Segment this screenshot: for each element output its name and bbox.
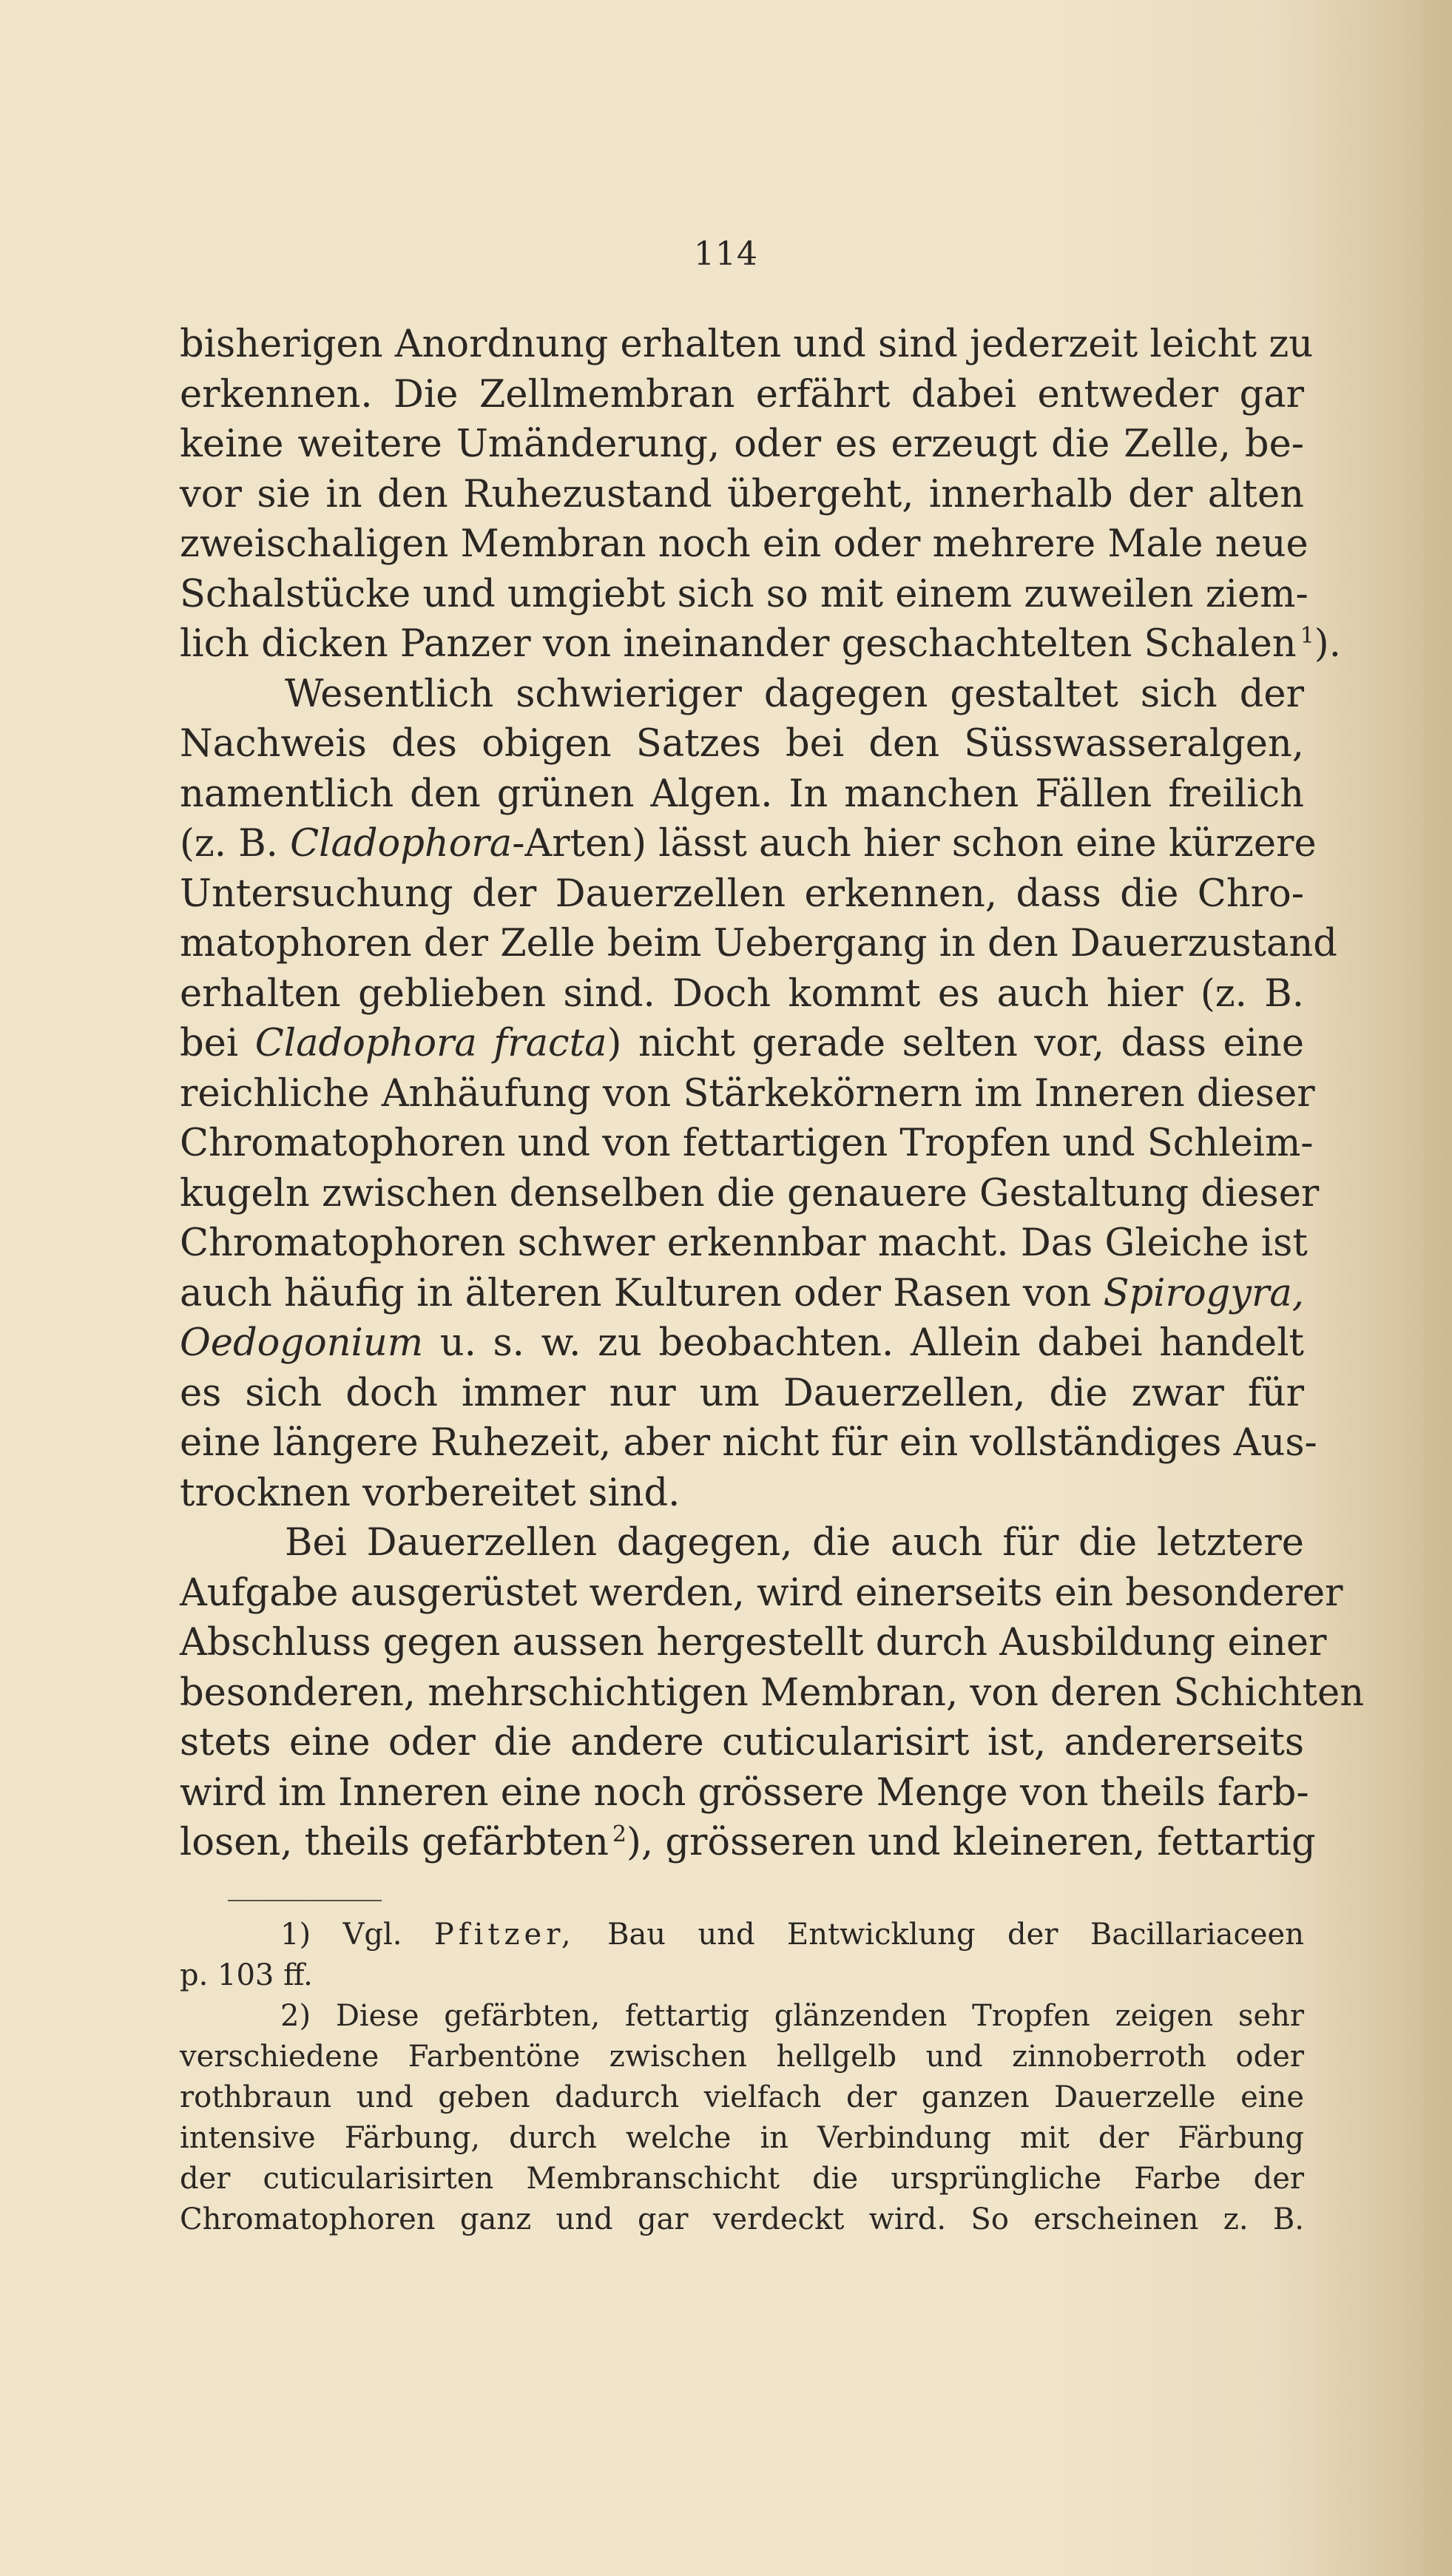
- body-text: [180, 320, 1365, 1868]
- text-fragment: -Arten) lässt auch hier schon eine kürzere: [512, 822, 1317, 866]
- footnote-1: [180, 1915, 1304, 1955]
- footnote-line: p. 103 ff.: [180, 1958, 313, 1992]
- footnote-line: verschiedene Farbentöne zwischen hellgelb und zinnoberroth oder: [180, 2040, 1304, 2074]
- text-line: Nachweis des obigen Satzes bei den Süsswasseralgen,: [180, 722, 1304, 766]
- text-line: [180, 1019, 1304, 1069]
- text-fragment: ), grösseren und kleineren, fettartig: [627, 1821, 1316, 1864]
- text-line: reichliche Anhäufung von Stärkekörnern im Inneren dieser: [180, 1071, 1315, 1116]
- text-line: Chromatophoren schwer erkennbar macht. Das Gleiche ist: [180, 1221, 1308, 1265]
- text-fragment: ) nicht gerade selten vor, dass eine: [607, 1022, 1304, 1065]
- footnote-ref-2: 2: [612, 1821, 627, 1847]
- italic-term: Oedogonium: [180, 1321, 424, 1365]
- text-line: bisherigen Anordnung erhalten und sind jederzeit leicht zu: [180, 323, 1314, 366]
- text-line: [180, 1318, 1304, 1369]
- text-line: Bei Dauerzellen dagegen, die auch für die letztere: [285, 1521, 1304, 1565]
- text-line: matophoren der Zelle beim Uebergang in den Dauerzustand: [180, 922, 1337, 965]
- text-line: [180, 1818, 1316, 1868]
- italic-term: Cladophora: [290, 822, 513, 866]
- text-fragment: u. s. w. zu beobachten. Allein dabei handelt: [439, 1321, 1304, 1365]
- text-line: Untersuchung der Dauerzellen erkennen, dass die Chro-: [180, 871, 1304, 916]
- footnote-line: der cuticularisirten Membranschicht die ursprüngliche Farbe der: [180, 2162, 1304, 2196]
- text-line: trocknen vorbereitet sind.: [180, 1471, 681, 1515]
- text-line: erhalten geblieben sind. Doch kommt es auch hier (z. B.: [180, 971, 1304, 1016]
- footnote-line: intensive Färbung, durch welche in Verbindung mit der Färbung: [180, 2121, 1304, 2155]
- footnote-text: Bau und Entwicklung der Bacillariaceen: [607, 1918, 1304, 1952]
- text-line: namentlich den grünen Algen. In manchen Fällen freilich: [180, 772, 1304, 816]
- text-line: Abschluss gegen aussen hergestellt durch Ausbildung einer: [180, 1621, 1327, 1665]
- text-line: Aufgabe ausgerüstet werden, wird einerseits ein besonderer: [180, 1571, 1343, 1615]
- text-line: vor sie in den Ruhezustand übergeht, innerhalb der alten: [180, 472, 1304, 516]
- text-line: eine längere Ruhezeit, aber nicht für ein vollständiges Aus-: [180, 1421, 1317, 1465]
- text-line: besonderen, mehrschichtigen Membran, von deren Schichten: [180, 1670, 1365, 1715]
- italic-term: Spirogyra,: [1103, 1271, 1304, 1315]
- footnote-line: Chromatophoren ganz und gar verdeckt wird. So erscheinen z. B.: [180, 2202, 1304, 2236]
- footnotes: [180, 1915, 1304, 2240]
- text-line: wird im Inneren eine noch grössere Menge von theils farb-: [180, 1770, 1309, 1815]
- text-fragment: lich dicken Panzer von ineinander geschachtelten Schalen: [180, 622, 1297, 666]
- text-fragment: losen, theils gefärbten: [180, 1821, 609, 1864]
- footnote-2: 2) Diese gefärbten, fettartig glänzenden Tropfen zeigen sehr: [280, 1999, 1304, 2033]
- text-line: es sich doch immer nur um Dauerzellen, die zwar für: [180, 1371, 1304, 1415]
- footnote-line: rothbraun und geben dadurch vielfach der ganzen Dauerzelle eine: [180, 2080, 1304, 2114]
- text-line: Wesentlich schwieriger dagegen gestaltet sich der: [285, 672, 1304, 716]
- text-fragment: auch häufig in älteren Kulturen oder Rasen von: [180, 1271, 1092, 1315]
- footnote-author: Pfitzer,: [433, 1918, 575, 1952]
- footnote-ref-1: 1: [1300, 623, 1314, 649]
- text-line: erkennen. Die Zellmembran erfährt dabei entweder gar: [180, 372, 1304, 417]
- text-line: stets eine oder die andere cuticularisirt ist, andererseits: [180, 1721, 1304, 1764]
- text-line: Chromatophoren und von fettartigen Tropfen und Schleim-: [180, 1122, 1314, 1165]
- text-line: keine weitere Umänderung, oder es erzeugt die Zelle, be-: [180, 422, 1304, 466]
- text-line: Schalstücke und umgiebt sich so mit einem zuweilen ziem-: [180, 572, 1309, 616]
- text-line: kugeln zwischen denselben die genauere Gestaltung dieser: [180, 1171, 1320, 1215]
- footnote-label: 1) Vgl.: [280, 1918, 402, 1952]
- text-line: [180, 1269, 1304, 1319]
- text-fragment: ).: [1314, 622, 1341, 666]
- text-line: [180, 819, 1317, 869]
- footnote-separator: [228, 1900, 382, 1901]
- page-number: 114: [694, 235, 758, 273]
- text-line: zweischaligen Membran noch ein oder mehrere Male neue: [180, 522, 1309, 566]
- text-line: [180, 619, 1341, 670]
- text-fragment: bei: [180, 1022, 239, 1065]
- text-fragment: (z. B.: [180, 822, 278, 866]
- italic-term: Cladophora fracta: [254, 1022, 607, 1065]
